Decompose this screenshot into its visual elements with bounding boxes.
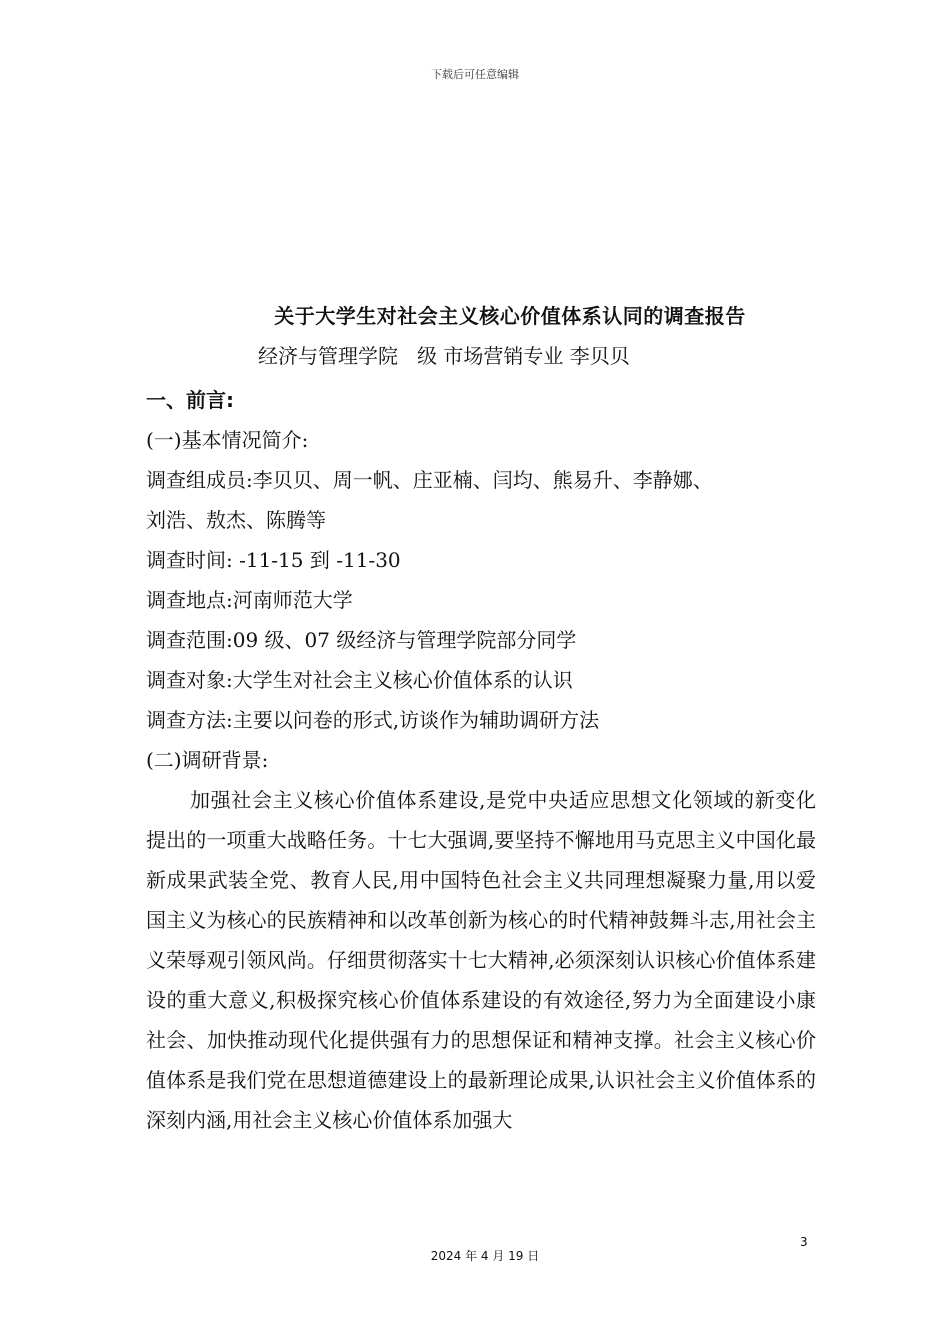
survey-time: 调查时间: -11-15 到 -11-30 [146, 548, 401, 572]
survey-object: 调查对象:大学生对社会主义核心价值体系的认识 [146, 668, 573, 692]
background-paragraph: 加强社会主义核心价值体系建设,是党中央适应思想文化领域的新变化提出的一项重大战略任务。十七大强调,要坚持不懈地用马克思主义中国化最新成果武装全党、教育人民,用中国特色社会主义共同理想凝聚力量,用以爱国主义为核心的民族精神和以改革创新为核心的时代精神鼓舞斗志,用社会主义荣辱观引领风尚。仔细贯彻落实十七大精神,必须深刻认识核心价值体系建设的重大意义,积极探究核心价值体系建设的有效途径,努力为全面建设小康社会、加快推动现代化提供强有力的思想保证和精神支撑。社会主义核心价值体系是我们党在思想道德建设上的最新理论成果,认识社会主义价值体系的深刻内涵,用社会主义核心价值体系加强大 [146, 788, 816, 1132]
survey-members-line-1: 调查组成员:李贝贝、周一帆、庄亚楠、闫均、熊易升、李静娜、 [146, 468, 713, 492]
survey-place: 调查地点:河南师范大学 [146, 588, 353, 612]
survey-method: 调查方法:主要以问卷的形式,访谈作为辅助调研方法 [146, 708, 600, 732]
survey-members-line-2: 刘浩、敖杰、陈腾等 [146, 508, 326, 532]
footer-date: 2024 年 4 月 19 日 [430, 1249, 540, 1263]
document-body [146, 380, 816, 1140]
section-heading-preface: 一、前言: [146, 388, 234, 412]
document-title: 关于大学生对社会主义核心价值体系认同的调查报告 [274, 304, 746, 328]
header-note: 下载后可任意编辑 [431, 68, 519, 81]
author-line: 经济与管理学院 级 市场营销专业 李贝贝 [258, 344, 630, 368]
survey-scope: 调查范围:09 级、07 级经济与管理学院部分同学 [146, 628, 577, 652]
subsection-heading-basic-info: (一)基本情况简介: [146, 428, 309, 452]
page-number: 3 [800, 1235, 808, 1249]
subsection-heading-background: (二)调研背景: [146, 748, 269, 772]
